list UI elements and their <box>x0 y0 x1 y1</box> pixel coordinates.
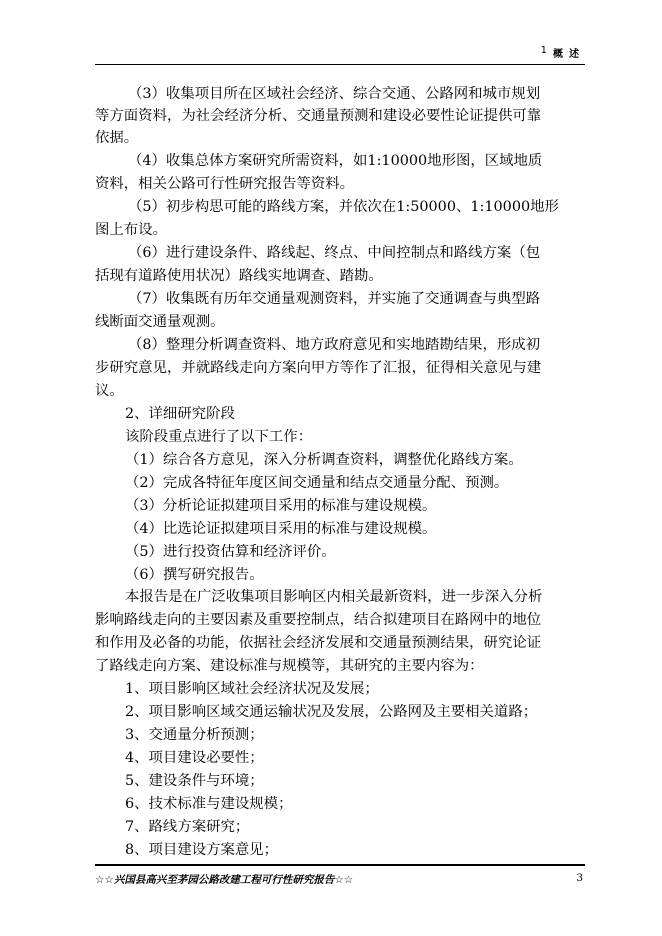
list-item: 4、项目建设必要性； <box>125 750 264 766</box>
text-line: 等方面资料，为社会经济分析、交通量预测和建设必要性论证提供可靠 <box>95 108 542 124</box>
text-line: 图上布设。 <box>95 222 167 238</box>
text-line: 该阶段重点进行了以下工作： <box>125 429 313 445</box>
text-line: 括现有道路使用状况）路线实地调查、踏勘。 <box>95 268 383 284</box>
text-line: 议。 <box>95 383 124 399</box>
text-line: （4）比选论证拟建项目采用的标准与建设规模。 <box>125 521 437 537</box>
section-heading: 2、详细研究阶段 <box>125 406 235 422</box>
text-line: （3）收集项目所在区域社会经济、综合交通、公路网和城市规划 <box>128 86 541 102</box>
text-line: （6）撰写研究报告。 <box>125 567 264 583</box>
list-item: 1、项目影响区域社会经济状况及发展； <box>125 681 379 697</box>
text-line: 影响路线走向的主要因素及重要控制点，结合拟建项目在路网中的地位 <box>95 612 542 628</box>
text-line: 了路线走向方案、建设标准与规模等，其研究的主要内容为： <box>95 658 484 674</box>
list-item: 2、项目影响区域交通运输状况及发展，公路网及主要相关道路； <box>125 704 538 720</box>
chapter-number: 1 <box>540 45 547 56</box>
text-line: 步研究意见，并就路线走向方案向甲方等作了汇报，征得相关意见与建 <box>95 360 542 376</box>
list-item: 7、路线方案研究； <box>125 819 250 835</box>
list-item: 8、项目建设方案意见； <box>125 842 279 858</box>
text-line: （1）综合各方意见，深入分析调查资料，调整优化路线方案。 <box>125 452 523 468</box>
page-number: 3 <box>576 872 583 884</box>
text-line: （4）收集总体方案研究所需资料，如1:10000地形图，区域地质 <box>128 153 543 169</box>
chapter-title: 概述 <box>553 49 585 60</box>
text-line: 和作用及必备的功能，依据社会经济发展和交通量预测结果，研究论证 <box>95 635 542 651</box>
report-title: ☆☆兴国县高兴至茅园公路改建工程可行性研究报告☆☆ <box>95 874 354 886</box>
text-line: 依据。 <box>95 130 139 146</box>
text-line: （6）进行建设条件、路线起、终点、中间控制点和路线方案（包 <box>128 245 541 261</box>
text-line: （5）初步构思可能的路线方案，并依次在1:50000、1:10000地形 <box>128 199 559 215</box>
text-line: 线断面交通量观测。 <box>95 314 225 330</box>
text-line: （2）完成各特征年度区间交通量和结点交通量分配、预测。 <box>125 475 509 491</box>
text-line: （8）整理分析调查资料、地方政府意见和实地踏勘结果，形成初 <box>128 337 541 353</box>
list-item: 3、交通量分析预测； <box>125 727 264 743</box>
text-line: （5）进行投资估算和经济评价。 <box>125 544 336 560</box>
text-line: （7）收集既有历年交通量观测资料，并实施了交通调查与典型路 <box>128 291 541 307</box>
text-line: 资料，相关公路可行性研究报告等资料。 <box>95 176 355 192</box>
list-item: 5、建设条件与环境； <box>125 773 264 789</box>
chapter-heading <box>541 45 585 60</box>
page-footer <box>95 864 585 890</box>
list-item: 6、技术标准与建设规模； <box>125 796 293 812</box>
text-line: （3）分析论证拟建项目采用的标准与建设规模。 <box>125 498 437 514</box>
page-header <box>95 44 585 65</box>
text-line: 本报告是在广泛收集项目影响区内相关最新资料，进一步深入分析 <box>125 589 543 605</box>
